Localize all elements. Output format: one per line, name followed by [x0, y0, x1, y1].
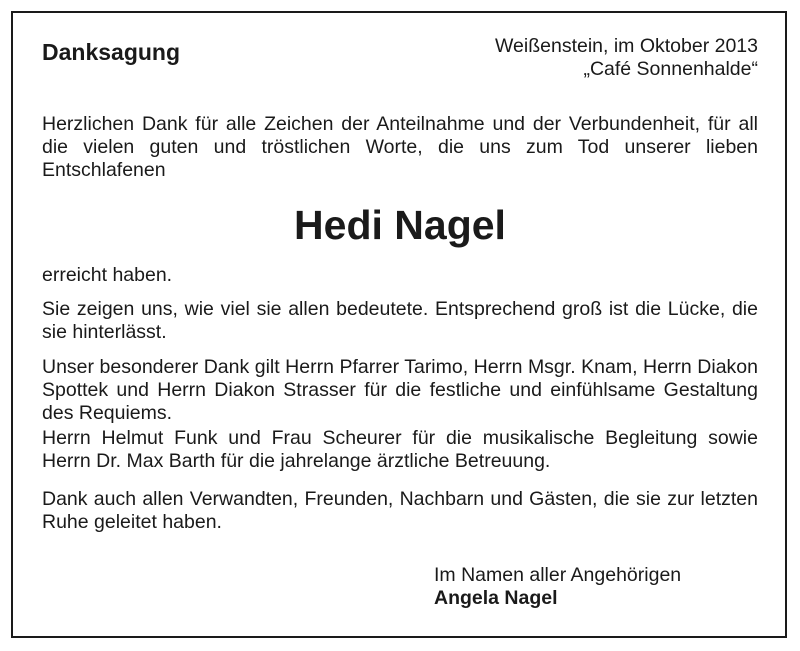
notice-title: Danksagung [42, 39, 181, 65]
reached-line: erreicht haben. [42, 264, 173, 286]
all-thanks-paragraph: Dank auch allen Verwandten, Freunden, Nachbarn und Gästen, die sie zur letzten Ruhe geleitet haben. [42, 488, 758, 533]
signature-line: Im Namen aller Angehörigen [434, 564, 682, 586]
deceased-name: Hedi Nagel [294, 202, 506, 248]
others-thanks-paragraph: Herrn Helmut Funk und Frau Scheurer für die musikalische Begleitung sowie Herrn Dr. Max Barth für die jahrelange ärztliche Betreuung. [42, 427, 758, 472]
signature-block [434, 564, 681, 610]
meaning-paragraph: Sie zeigen uns, wie viel sie allen bedeutete. Entsprechend groß ist die Lücke, die sie hinterlässt. [42, 298, 758, 343]
venue: „Café Sonnenhalde“ [583, 58, 758, 80]
place-date-block [495, 35, 758, 81]
place-date: Weißenstein, im Oktober 2013 [494, 35, 758, 57]
clergy-thanks-paragraph: Unser besonderer Dank gilt Herrn Pfarrer Tarimo, Herrn Msgr. Knam, Herrn Diakon Spottek und Herrn Diakon Strasser für die festliche und einfühlsame Gestaltung des Requiems. [42, 356, 758, 424]
intro-paragraph: Herzlichen Dank für alle Zeichen der Anteilnahme und der Verbundenheit, für all die vielen guten und tröstlichen Worte, die uns zum Tod unserer lieben Entschlafenen [42, 113, 758, 181]
signature-name: Angela Nagel [434, 587, 558, 609]
